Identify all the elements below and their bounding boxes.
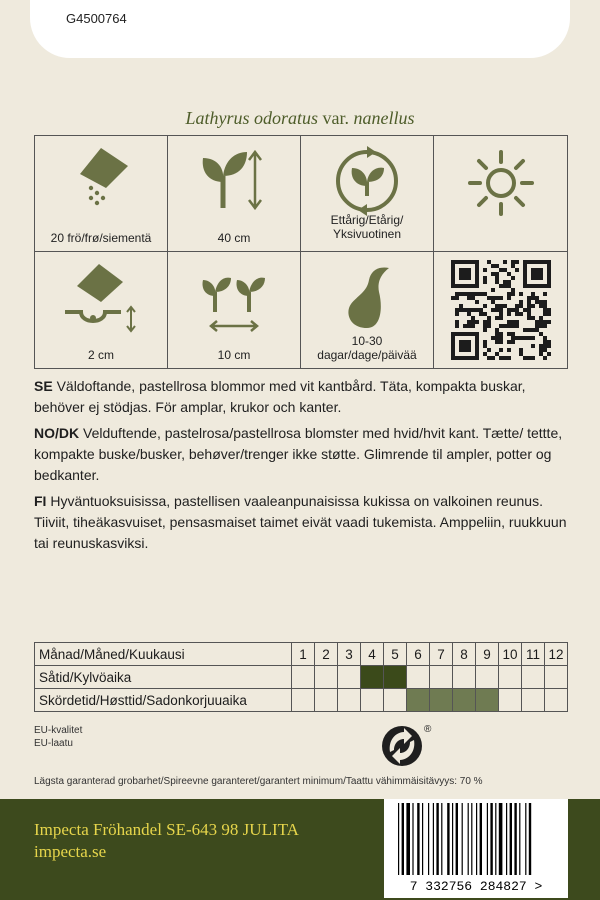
sowing-month-cell — [338, 666, 361, 689]
cell-sun — [434, 136, 567, 252]
lang-code-se: SE — [34, 378, 53, 394]
month-1: 1 — [292, 643, 315, 666]
sowing-month-cell — [499, 666, 522, 689]
plant-spacing-caption: 10 cm — [217, 348, 251, 362]
harvest-month-cell — [476, 689, 499, 712]
cell-sowing-depth — [35, 252, 168, 368]
lang-code-fi: FI — [34, 493, 47, 509]
sowing-month-cell — [384, 666, 407, 689]
company-info — [34, 819, 299, 863]
month-6: 6 — [407, 643, 430, 666]
eu-quality — [34, 724, 82, 750]
cell-qr-code — [434, 252, 567, 368]
sun-icon — [466, 148, 536, 218]
sowing-row — [35, 666, 568, 689]
harvest-month-cell — [499, 689, 522, 712]
annual-caption: Ettårig/Etårig/ Yksivuotinen — [330, 213, 404, 241]
harvest-month-cell — [292, 689, 315, 712]
seed-count-caption: 20 frö/frø/siementä — [50, 231, 152, 245]
plant-height-icon — [199, 146, 269, 216]
harvest-month-cell — [361, 689, 384, 712]
cell-germination — [301, 252, 434, 368]
barcode-icon — [384, 799, 568, 877]
description-text-no-dk: Velduftende, pastelrosa/pastellrosa blomster med hvid/hvit kant. Tætte/ tettte, kompakte buske/busker, behøver/trenger ikke støtte. Glimrende til ampler, potter og bedkanter. — [34, 425, 563, 483]
genus-species: Lathyrus odoratus — [185, 108, 319, 128]
plant-height-caption: 40 cm — [217, 231, 251, 245]
calendar-header-label: Månad/Måned/Kuukausi — [35, 643, 292, 666]
month-11: 11 — [522, 643, 545, 666]
green-dot-recycle-icon — [380, 722, 436, 770]
company-address: Impecta Fröhandel SE-643 98 JULITA — [34, 820, 299, 839]
month-9: 9 — [476, 643, 499, 666]
latin-name — [0, 108, 600, 129]
sowing-month-cell — [522, 666, 545, 689]
month-3: 3 — [338, 643, 361, 666]
sowing-month-cell — [407, 666, 430, 689]
harvest-month-cell — [545, 689, 568, 712]
harvest-month-cell — [384, 689, 407, 712]
month-7: 7 — [430, 643, 453, 666]
germination-guarantee: Lägsta garanterad grobarhet/Spireevne garanteret/garantert minimum/Taattu vähimmäisitävyys: 70 % — [34, 776, 483, 787]
harvest-month-cell — [522, 689, 545, 712]
lang-code-no-dk: NO/DK — [34, 425, 80, 441]
germination-icon — [337, 262, 397, 332]
variety-name: nanellus — [353, 108, 415, 128]
eu-quality-se: EU-kvalitet — [34, 725, 83, 736]
cell-plant-height — [168, 136, 301, 252]
footer-band — [0, 799, 600, 900]
sowing-month-cell — [292, 666, 315, 689]
packet-top-tab — [30, 0, 570, 58]
annual-cycle-icon — [332, 146, 402, 216]
month-2: 2 — [315, 643, 338, 666]
var-label: var. — [322, 108, 350, 128]
germination-caption: 10-30 dagar/dage/päivää — [317, 334, 417, 362]
article-code: G4500764 — [66, 11, 127, 26]
sowing-calendar — [34, 642, 568, 712]
harvest-month-cell — [430, 689, 453, 712]
calendar-header-row — [35, 643, 568, 666]
company-website[interactable]: impecta.se — [34, 842, 107, 861]
description-block — [34, 376, 568, 559]
qr-code-icon[interactable] — [451, 260, 551, 360]
sowing-month-cell — [315, 666, 338, 689]
sowing-month-cell — [545, 666, 568, 689]
plant-spacing-icon — [199, 262, 269, 334]
description-fi — [34, 491, 568, 554]
sowing-month-cell — [476, 666, 499, 689]
month-12: 12 — [545, 643, 568, 666]
month-8: 8 — [453, 643, 476, 666]
sowing-month-cell — [361, 666, 384, 689]
month-10: 10 — [499, 643, 522, 666]
harvest-row — [35, 689, 568, 712]
description-se — [34, 376, 568, 418]
seed-packet-icon — [66, 146, 136, 216]
barcode-number: 7 332756 284827 > — [384, 877, 568, 898]
sowing-month-cell — [430, 666, 453, 689]
cell-seed-count — [35, 136, 168, 252]
harvest-row-label: Skördetid/Høsttid/Sadonkorjuuaika — [35, 689, 292, 712]
info-icon-grid — [34, 135, 568, 369]
month-4: 4 — [361, 643, 384, 666]
description-no-dk — [34, 423, 568, 486]
month-5: 5 — [384, 643, 407, 666]
harvest-month-cell — [453, 689, 476, 712]
harvest-month-cell — [315, 689, 338, 712]
description-text-fi: Hyväntuoksuisissa, pastellisen vaaleanpunaisissa kukissa on valkoinen reunus. Tiiviit, tiheäkasvuiset, pensasmaiset taimet eivät vaadi tukemista. Amppeliin, ruukkuun tai reunuskasviksi. — [34, 493, 567, 551]
sowing-row-label: Såtid/Kylvöaika — [35, 666, 292, 689]
harvest-month-cell — [407, 689, 430, 712]
cell-plant-spacing — [168, 252, 301, 368]
sowing-depth-caption: 2 cm — [87, 348, 114, 362]
eu-quality-fi: EU-laatu — [34, 738, 73, 749]
sowing-depth-icon — [61, 262, 141, 334]
harvest-month-cell — [338, 689, 361, 712]
cell-annual — [301, 136, 434, 252]
sowing-month-cell — [453, 666, 476, 689]
registered-mark: ® — [424, 724, 432, 735]
description-text-se: Väldoftande, pastellrosa blommor med vit kantbård. Täta, kompakta buskar, behöver ej stödjas. För amplar, krukor och kanter. — [34, 378, 526, 415]
